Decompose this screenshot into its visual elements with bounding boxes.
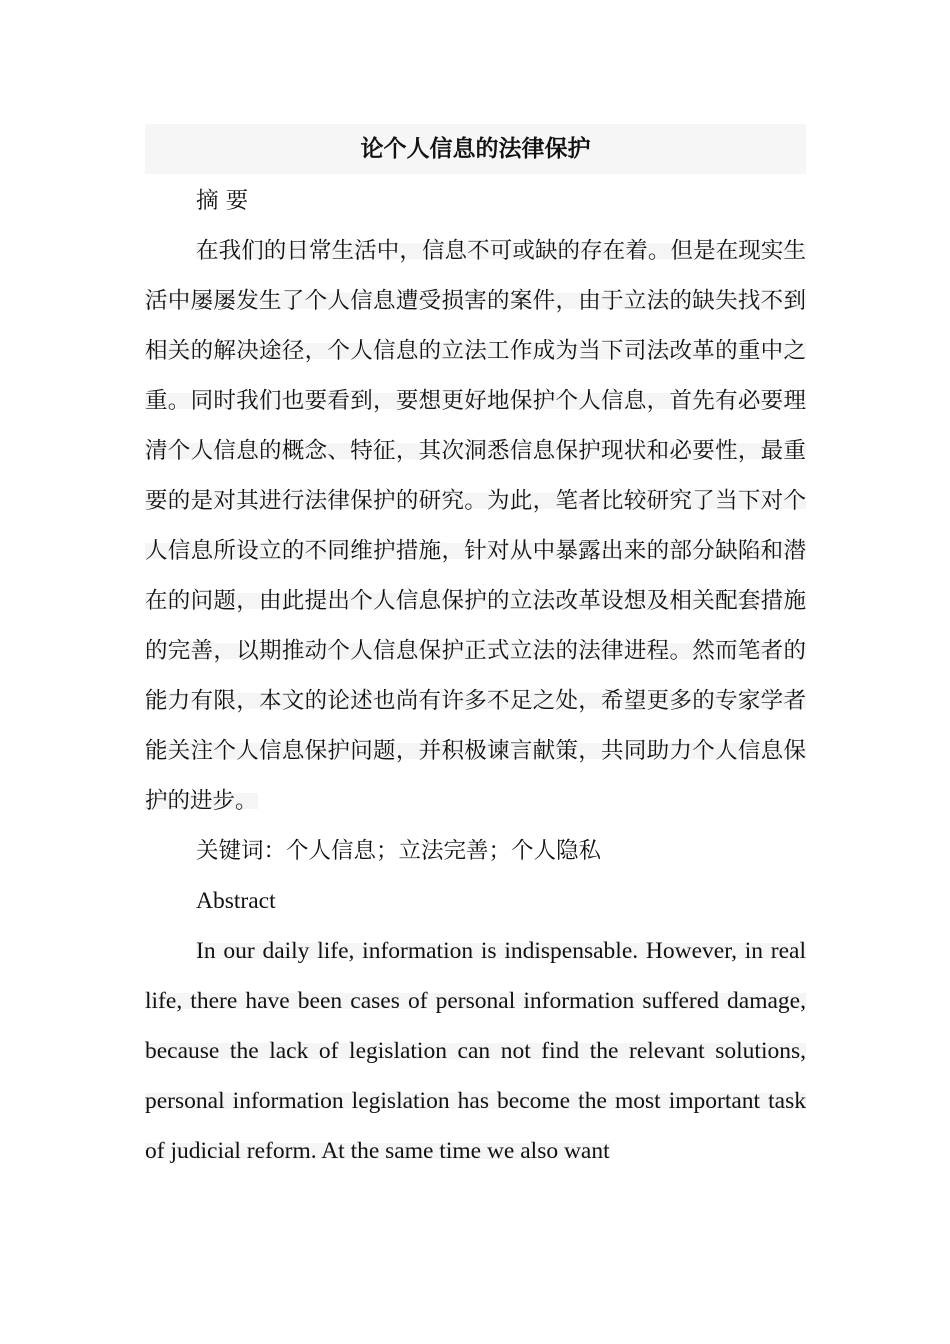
abstract-en-body: [145, 926, 806, 1176]
abstract-cn-heading: 摘 要: [196, 188, 249, 214]
keywords-line: 关键词：个人信息；立法完善；个人隐私: [196, 838, 602, 864]
document-title: 论个人信息的法律保护: [145, 124, 806, 174]
document-content: [145, 124, 806, 1176]
abstract-en-body-text: In our daily life, information is indispensable. However, in real life, there have been cases of personal information suffered damage, because the lack of legislation can not find the relevant solutions, personal information legislation has become the most important task of judicial reform. At the same time we also want: [145, 938, 806, 1164]
abstract-cn-body-text: 在我们的日常生活中，信息不可或缺的存在着。但是在现实生活中屡屡发生了个人信息遭受损害的案件，由于立法的缺失找不到相关的解决途径，个人信息的立法工作成为当下司法改革的重中之重。同时我们也要看到，要想更好地保护个人信息，首先有必要理清个人信息的概念、特征，其次洞悉信息保护现状和必要性，最重要的是对其进行法律保护的研究。为此，笔者比较研究了当下对个人信息所设立的不同维护措施，针对从中暴露出来的部分缺陷和潜在的问题，由此提出个人信息保护的立法改革设想及相关配套措施的完善，以期推动个人信息保护正式立法的法律进程。然而笔者的能力有限，本文的论述也尚有许多不足之处，希望更多的专家学者能关注个人信息保护问题，并积极谏言献策，共同助力个人信息保护的进步。: [145, 238, 806, 814]
abstract-en-heading: Abstract: [196, 888, 276, 914]
abstract-cn-body: [145, 226, 806, 826]
